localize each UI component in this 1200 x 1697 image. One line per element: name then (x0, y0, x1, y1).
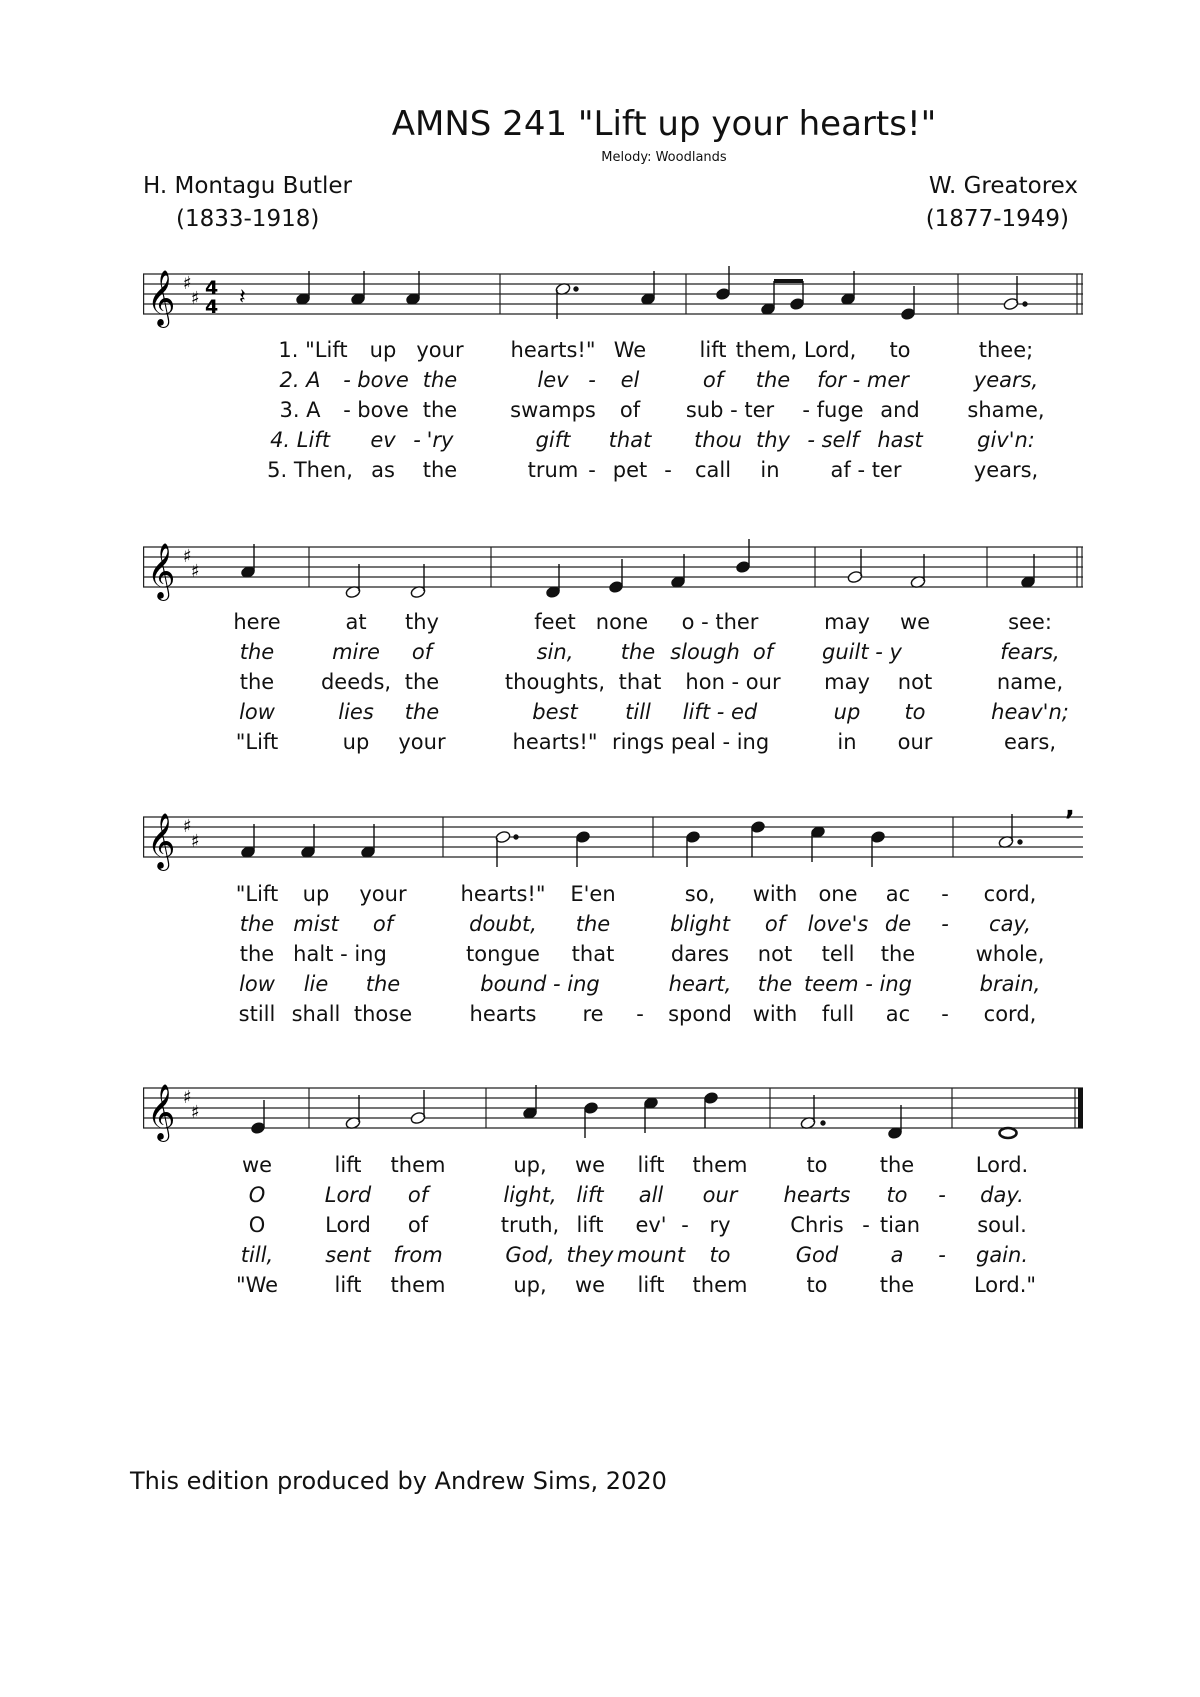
lyric-syllable: 4. Lift (270, 428, 330, 452)
treble-clef-icon: 𝄞 (147, 813, 176, 869)
lyric-syllable: lift (576, 1213, 604, 1237)
lyric-syllable: hast (877, 428, 923, 452)
lyric-syllable: deeds, (320, 670, 392, 694)
lyric-syllable: to (889, 338, 911, 362)
lyric-syllable: your (359, 882, 407, 906)
lyric-syllable: gain. (975, 1243, 1029, 1267)
lyric-syllable: they (566, 1243, 614, 1267)
lyric-syllable: those (353, 1002, 413, 1026)
poet-dates: (1833-1918) (176, 206, 320, 232)
whole-note-icon (1000, 1128, 1017, 1138)
lyric-syllable: hearts!" (460, 882, 546, 906)
lyric-syllable: 2. A (279, 368, 321, 392)
lyrics-system-3 (0, 882, 1200, 1034)
music-staff-system-4 (143, 1078, 1083, 1138)
lyric-syllable: "We (235, 1273, 279, 1297)
lyric-syllable: - (636, 1002, 644, 1026)
lyric-syllable: still (238, 1002, 276, 1026)
lyric-syllable: up (302, 882, 330, 906)
lyric-syllable: of (372, 912, 394, 936)
sharp-icon: ♯ (191, 831, 200, 852)
lyric-syllable: bove (357, 368, 409, 392)
lyric-syllable: with (752, 1002, 798, 1026)
time-signature-icon: 4 (205, 277, 219, 299)
lyric-syllable: God (795, 1243, 839, 1267)
lyric-syllable: the (422, 368, 458, 392)
sharp-icon: ♯ (183, 273, 192, 294)
lyric-syllable: ac (885, 1002, 911, 1026)
lyric-syllable: - (681, 1213, 689, 1237)
breath-mark-icon: , (1065, 792, 1075, 822)
sharp-icon: ♯ (191, 288, 200, 309)
lyric-syllable: shame, (967, 398, 1045, 422)
rest-icon: 𝄽 (239, 285, 246, 310)
lyric-syllable: el (620, 368, 640, 392)
lyric-syllable: - (938, 1183, 946, 1207)
lyric-syllable: - (941, 1002, 949, 1026)
lyric-syllable: Lord. (975, 1153, 1029, 1177)
lyric-syllable: that (618, 670, 662, 694)
lyric-syllable: lies (338, 700, 374, 724)
lyric-syllable: halt - ing (293, 942, 387, 966)
lyric-syllable: gift (535, 428, 571, 452)
staff-notation (143, 792, 1083, 869)
lyric-syllable: slough (670, 640, 740, 664)
lyric-syllable: and (880, 398, 920, 422)
lyric-syllable: hon - our (685, 670, 781, 694)
lyric-syllable: cord, (983, 1002, 1037, 1026)
lyric-syllable: "Lift (235, 730, 279, 754)
lyric-syllable: at (345, 610, 367, 634)
lyric-syllable: We (613, 338, 647, 362)
lyric-syllable: we (899, 610, 931, 634)
lyric-syllable: the (879, 1273, 915, 1297)
lyric-syllable: thoughts, (504, 670, 606, 694)
lyric-syllable: of (411, 640, 433, 664)
lyric-syllable: lie (303, 972, 329, 996)
sharp-icon: ♯ (183, 816, 192, 837)
lyric-syllable: God, (505, 1243, 555, 1267)
lyric-syllable: we (574, 1273, 606, 1297)
staff-notation (143, 264, 1083, 324)
lyric-syllable: Chris (790, 1213, 844, 1237)
lyric-syllable: thy (756, 428, 790, 452)
lyric-syllable: them (390, 1273, 446, 1297)
lyric-syllable: cord, (983, 882, 1037, 906)
treble-clef-icon: 𝄞 (147, 1084, 176, 1140)
lyric-syllable: sent (325, 1243, 371, 1267)
sharp-icon: ♯ (183, 546, 192, 567)
lyric-syllable: lev (537, 368, 569, 392)
lyric-syllable: re (582, 1002, 604, 1026)
lyric-syllable: the (239, 670, 275, 694)
lyric-syllable: Lord (325, 1213, 371, 1237)
lyric-syllable: in (760, 458, 780, 482)
lyric-syllable: them (692, 1153, 748, 1177)
lyric-syllable: - (862, 1213, 870, 1237)
final-barline-icon (1078, 1088, 1083, 1128)
lyric-syllable: in (837, 730, 857, 754)
lyric-syllable: E'en (570, 882, 616, 906)
lyric-syllable: trum (527, 458, 579, 482)
sharp-icon: ♯ (183, 1087, 192, 1108)
lyric-syllable: lift (576, 1183, 604, 1207)
lyric-syllable: bove (357, 398, 409, 422)
lyric-syllable: best (532, 700, 578, 724)
lyric-syllable: of (619, 398, 641, 422)
music-staff-system-1 (143, 264, 1083, 324)
lyric-syllable: mire (332, 640, 380, 664)
treble-clef-icon: 𝄞 (147, 543, 176, 599)
lyric-syllable: call (694, 458, 732, 482)
lyric-syllable: till, (240, 1243, 274, 1267)
poet-name: H. Montagu Butler (143, 173, 352, 199)
lyric-syllable: of (752, 640, 774, 664)
lyric-syllable: the (422, 458, 458, 482)
lyric-syllable: the (880, 942, 916, 966)
lyric-syllable: all (638, 1183, 664, 1207)
lyric-syllable: sub - ter (685, 398, 775, 422)
lyric-syllable: them (692, 1273, 748, 1297)
lyric-syllable: sin, (536, 640, 574, 664)
lyric-syllable: of (407, 1213, 429, 1237)
lyric-syllable: af - ter (830, 458, 902, 482)
sharp-icon: ♯ (191, 1102, 200, 1123)
lyric-syllable: ry (709, 1213, 731, 1237)
lyric-syllable: the (365, 972, 401, 996)
poet-credit (143, 170, 352, 236)
lyric-syllable: heav'n; (991, 700, 1069, 724)
lyric-syllable: fears, (1000, 640, 1060, 664)
lyric-syllable: to (904, 700, 926, 724)
lyric-syllable: one (818, 882, 858, 906)
lyric-syllable: of (702, 368, 724, 392)
lyric-syllable: years, (973, 368, 1039, 392)
lyric-syllable: lift (699, 338, 727, 362)
lyric-syllable: lift (334, 1153, 362, 1177)
lyric-syllable: the (239, 942, 275, 966)
lyric-syllable: up (342, 730, 370, 754)
lyric-syllable: up (833, 700, 861, 724)
lyric-syllable: none (595, 610, 649, 634)
lyric-syllable: bound - ing (480, 972, 600, 996)
composer-credit (926, 170, 1078, 236)
edition-credit: This edition produced by Andrew Sims, 2020 (130, 1467, 667, 1495)
lyric-syllable: Lord (324, 1183, 372, 1207)
lyric-syllable: ev' (635, 1213, 667, 1237)
lyric-syllable: low (239, 700, 275, 724)
melody-name: Melody: Woodlands (601, 150, 727, 165)
lyric-syllable: years, (973, 458, 1039, 482)
lyric-syllable: hearts (469, 1002, 537, 1026)
music-staff-system-3 (143, 792, 1083, 869)
lyric-syllable: of (407, 1183, 429, 1207)
lyric-syllable: mist (293, 912, 339, 936)
lyrics-system-2 (0, 610, 1200, 762)
lyric-syllable: light, (503, 1183, 557, 1207)
lyric-syllable: here (233, 610, 281, 634)
lyric-syllable: hearts!" (512, 730, 598, 754)
lyric-syllable: - (588, 458, 596, 482)
lyric-syllable: ears, (1003, 730, 1057, 754)
lyric-syllable: the (879, 1153, 915, 1177)
lyric-syllable: heart, (668, 972, 732, 996)
lyric-syllable: name, (996, 670, 1064, 694)
lyric-syllable: tell (821, 942, 855, 966)
lyric-syllable: the (757, 972, 793, 996)
lyric-syllable: ev (370, 428, 396, 452)
lyric-syllable: we (574, 1153, 606, 1177)
lyric-syllable: de (884, 912, 912, 936)
lyric-syllable: truth, (500, 1213, 560, 1237)
lyric-syllable: lift (637, 1273, 665, 1297)
lyric-syllable: love's (807, 912, 869, 936)
lyric-syllable: - (664, 458, 672, 482)
lyric-syllable: O (248, 1213, 266, 1237)
lyric-syllable: with (752, 882, 798, 906)
lyric-syllable: low (239, 972, 275, 996)
lyric-syllable: till (625, 700, 651, 724)
lyric-syllable: tongue (466, 942, 540, 966)
sharp-icon: ♯ (191, 561, 200, 582)
lyric-syllable: dares (670, 942, 730, 966)
lyric-syllable: whole, (975, 942, 1045, 966)
lyric-syllable: soul. (977, 1213, 1027, 1237)
lyric-syllable: to (806, 1273, 828, 1297)
lyric-syllable: them, Lord, (735, 338, 857, 362)
lyric-syllable: mount (616, 1243, 686, 1267)
lyric-syllable: teem - ing (804, 972, 912, 996)
lyrics-system-4 (0, 1153, 1200, 1305)
lyric-syllable: hearts!" (510, 338, 596, 362)
lyric-syllable: the (620, 640, 656, 664)
lyric-syllable: pet (612, 458, 648, 482)
lyric-syllable: the (239, 912, 275, 936)
lyric-syllable: thee; (978, 338, 1034, 362)
lyric-syllable: cay, (989, 912, 1031, 936)
lyric-syllable: as (371, 458, 395, 482)
lyric-syllable: see: (1008, 610, 1052, 634)
lyric-syllable: - self (807, 428, 859, 452)
lyric-syllable: full (821, 1002, 855, 1026)
lyric-syllable: for - mer (817, 368, 909, 392)
lyric-syllable: shall (291, 1002, 341, 1026)
lyric-syllable: Lord." (973, 1273, 1037, 1297)
staff-notation (143, 1078, 1083, 1138)
lyric-syllable: - (343, 368, 351, 392)
lyric-syllable: - (938, 1243, 946, 1267)
lyric-syllable: may (824, 610, 870, 634)
lyric-syllable: hearts (783, 1183, 851, 1207)
lyric-syllable: not (757, 942, 793, 966)
lyric-syllable: so, (684, 882, 716, 906)
lyric-syllable: lift (637, 1153, 665, 1177)
music-staff-system-2 (143, 537, 1083, 597)
lyric-syllable: up (369, 338, 397, 362)
lyric-syllable: the (575, 912, 611, 936)
lyric-syllable: that (571, 942, 615, 966)
lyric-syllable: thy (405, 610, 439, 634)
lyric-syllable: - (413, 428, 421, 452)
lyric-syllable: lift (334, 1273, 362, 1297)
composer-name: W. Greatorex (928, 173, 1078, 199)
lyric-syllable: - fuge (802, 398, 864, 422)
lyric-syllable: 1. "Lift (278, 338, 348, 362)
lyric-syllable: ac (885, 882, 911, 906)
lyric-syllable: day. (980, 1183, 1024, 1207)
lyric-syllable: - (343, 398, 351, 422)
lyric-syllable: a (890, 1243, 904, 1267)
lyric-syllable: blight (670, 912, 730, 936)
lyric-syllable: guilt - y (822, 640, 902, 664)
lyric-syllable: the (404, 670, 440, 694)
lyric-syllable: - (588, 368, 596, 392)
lyric-syllable: up, (513, 1273, 547, 1297)
lyric-syllable: O (248, 1183, 266, 1207)
lyric-syllable: brain, (979, 972, 1041, 996)
lyric-syllable: we (241, 1153, 273, 1177)
lyric-syllable: may (824, 670, 870, 694)
lyric-syllable: 'ry (426, 428, 454, 452)
lyric-syllable: to (886, 1183, 908, 1207)
lyric-syllable: your (398, 730, 446, 754)
lyric-syllable: that (608, 428, 652, 452)
staff-notation (143, 537, 1083, 597)
lyric-syllable: to (709, 1243, 731, 1267)
lyric-syllable: thou (694, 428, 742, 452)
lyric-syllable: of (764, 912, 786, 936)
lyric-syllable: - (941, 882, 949, 906)
lyric-syllable: 3. A (279, 398, 321, 422)
time-signature-icon: 4 (205, 296, 219, 318)
lyric-syllable: - (941, 912, 949, 936)
lyric-syllable: 5. Then, (267, 458, 353, 482)
lyric-syllable: tian (879, 1213, 921, 1237)
lyric-syllable: swamps (510, 398, 596, 422)
lyric-syllable: the (404, 700, 440, 724)
lyric-syllable: rings (611, 730, 665, 754)
lyric-syllable: lift - ed (682, 700, 758, 724)
lyric-syllable: feet (534, 610, 576, 634)
lyric-syllable: the (755, 368, 791, 392)
composer-dates: (1877-1949) (925, 206, 1069, 232)
lyric-syllable: the (239, 640, 275, 664)
lyric-syllable: the (422, 398, 458, 422)
lyric-syllable: not (897, 670, 933, 694)
lyric-syllable: up, (513, 1153, 547, 1177)
lyric-syllable: our (897, 730, 933, 754)
lyric-syllable: giv'n: (977, 428, 1035, 452)
hymn-title: AMNS 241 "Lift up your hearts!" (391, 104, 937, 144)
lyric-syllable: spond (668, 1002, 732, 1026)
lyric-syllable: "Lift (235, 882, 279, 906)
lyric-syllable: to (806, 1153, 828, 1177)
lyric-syllable: them (390, 1153, 446, 1177)
lyric-syllable: doubt, (469, 912, 537, 936)
lyric-syllable: our (702, 1183, 738, 1207)
lyric-syllable: o - ther (681, 610, 759, 634)
lyrics-system-1 (0, 338, 1200, 490)
treble-clef-icon: 𝄞 (147, 270, 176, 326)
lyric-syllable: your (416, 338, 464, 362)
lyric-syllable: peal - ing (670, 730, 770, 754)
lyric-syllable: from (393, 1243, 443, 1267)
